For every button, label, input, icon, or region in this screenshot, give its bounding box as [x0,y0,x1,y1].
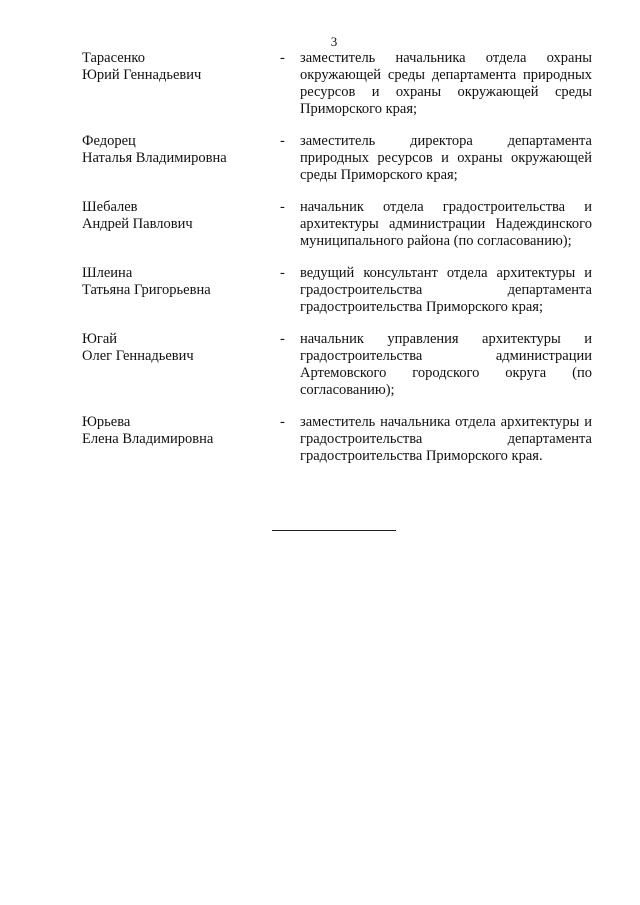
member-entry [82,199,592,250]
member-given-names: Андрей Павлович [82,216,193,232]
member-position: ведущий консультант отдела архитектуры и градостроительства департамента градостроительства Приморского края; [300,265,592,315]
dash-separator: - [280,133,285,149]
member-entry [82,265,592,316]
dash-separator: - [280,414,285,430]
member-name [82,414,280,448]
member-surname: Шебалев [82,199,138,215]
member-entry [82,414,592,465]
member-surname: Федорец [82,133,136,149]
dash-separator: - [280,331,285,347]
end-of-list-rule [272,530,396,531]
member-entry [82,133,592,184]
member-given-names: Наталья Владимировна [82,150,227,166]
member-given-names: Елена Владимировна [82,431,214,447]
member-surname: Тарасенко [82,50,145,66]
member-surname: Югай [82,331,118,347]
member-name [82,331,280,365]
member-given-names: Татьяна Григорьевна [82,282,211,298]
page-number: 3 [330,34,338,49]
member-name [82,133,280,167]
member-position: начальник отдела градостроительства и архитектуры администрации Надеждинского муниципального района (по согласованию); [300,199,592,249]
member-name [82,265,280,299]
member-name [82,50,280,84]
member-list [82,50,592,465]
member-surname: Юрьева [82,414,131,430]
member-given-names: Юрий Геннадьевич [82,67,202,83]
member-position: заместитель начальника отдела охраны окружающей среды департамента природных ресурсов и охраны окружающей среды Приморского края; [300,50,592,117]
member-given-names: Олег Геннадьевич [82,348,194,364]
member-entry [82,331,592,399]
dash-separator: - [280,199,285,215]
member-position: заместитель директора департамента природных ресурсов и охраны окружающей среды Приморского края; [300,133,592,183]
dash-separator: - [280,265,285,281]
member-name [82,199,280,233]
member-surname: Шлеина [82,265,133,281]
dash-separator: - [280,50,285,66]
member-position: начальник управления архитектуры и градостроительства администрации Артемовского городского округа (по согласованию); [300,331,592,398]
member-position: заместитель начальника отдела архитектуры и градостроительства департамента градостроительства Приморского края. [300,414,592,464]
member-entry [82,50,592,118]
